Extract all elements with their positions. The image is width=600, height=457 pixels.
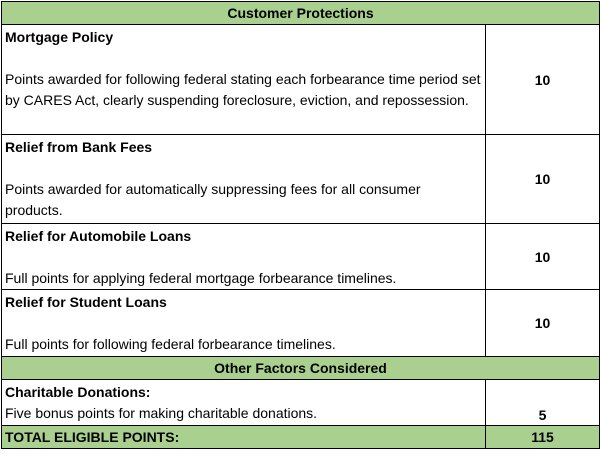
item-text: Five bonus points for making charitable donations. xyxy=(5,405,318,421)
section-header-customer-protections xyxy=(2,2,600,25)
table-row xyxy=(2,380,600,426)
item-text: Points awarded for following federal stating each forbearance time period set by CARES Act, clearly suspending foreclosure, eviction, and repossession. xyxy=(5,71,481,108)
table-row xyxy=(2,224,600,290)
item-points: 10 xyxy=(486,25,600,135)
item-title: Relief for Automobile Loans xyxy=(5,228,192,244)
item-points: 10 xyxy=(486,290,600,357)
item-title: Relief from Bank Fees xyxy=(5,139,153,155)
item-description-cell xyxy=(2,135,486,224)
item-points: 10 xyxy=(486,135,600,224)
points-table xyxy=(1,1,600,449)
total-label: TOTAL ELIGIBLE POINTS: xyxy=(2,426,486,449)
item-description-cell xyxy=(2,25,486,135)
item-title: Mortgage Policy xyxy=(5,29,114,45)
section-title: Customer Protections xyxy=(2,2,600,25)
section-header-other-factors xyxy=(2,357,600,380)
item-points: 10 xyxy=(486,224,600,290)
table-row xyxy=(2,135,600,224)
item-description-cell xyxy=(2,224,486,290)
item-title: Charitable Donations: xyxy=(5,384,151,400)
item-title: Relief for Student Loans xyxy=(5,294,167,310)
item-description-cell xyxy=(2,380,486,426)
total-points: 115 xyxy=(486,426,600,449)
section-title: Other Factors Considered xyxy=(2,357,600,380)
item-text: Full points for applying federal mortgage forbearance timelines. xyxy=(5,270,397,286)
item-points: 5 xyxy=(486,380,600,426)
item-text: Full points for following federal forbearance timelines. xyxy=(5,336,336,352)
item-text: Points awarded for automatically suppressing fees for all consumer products. xyxy=(5,181,421,218)
total-row xyxy=(2,426,600,449)
item-description-cell xyxy=(2,290,486,357)
table-row xyxy=(2,290,600,357)
table-row xyxy=(2,25,600,135)
